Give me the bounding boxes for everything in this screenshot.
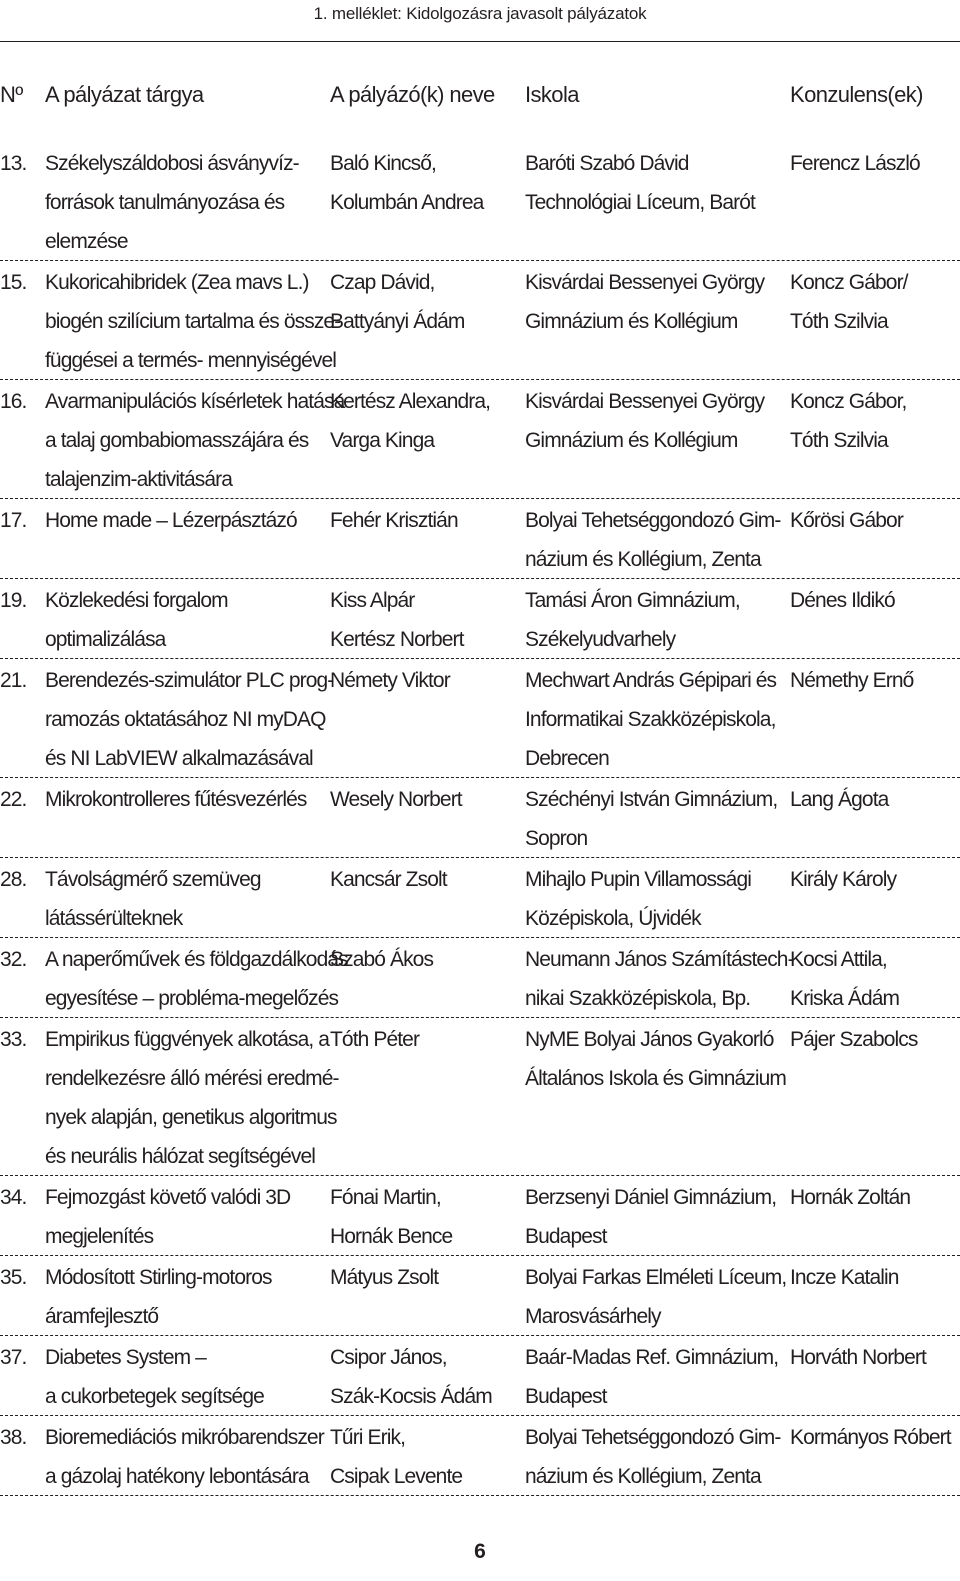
row-applicant: [330, 1258, 438, 1297]
page-number: 6: [474, 1540, 486, 1563]
row-topic-line: rendelkezésre álló mérési eredmé-: [45, 1067, 339, 1090]
row-school: [525, 382, 764, 460]
row-school-line: NyME Bolyai János Gyakorló: [525, 1028, 774, 1051]
row-number: [0, 940, 27, 979]
row-advisor: [790, 382, 906, 460]
row-applicant: [330, 860, 447, 899]
row-applicant-line: Kertész Alexandra,: [330, 390, 491, 413]
column-header-school: Iskola: [525, 82, 579, 107]
row-number: [0, 501, 27, 540]
row-advisor-line: Pájer Szabolcs: [790, 1028, 918, 1051]
row-applicant: [330, 1338, 492, 1416]
row-topic-line: Avarmanipulációs kísérletek hatása: [45, 390, 345, 413]
row-applicant-line: Fónai Martin,: [330, 1186, 441, 1209]
row-topic-line: biogén szilícium tartalma és össze-: [45, 310, 341, 333]
row-advisor-line: Király Károly: [790, 868, 897, 891]
row-advisor-line: Ferencz László: [790, 152, 920, 175]
row-school-line: Széchényi István Gimnázium,: [525, 788, 778, 811]
row-topic-line: Mikrokontrolleres fűtésvezérlés: [45, 788, 307, 811]
row-number-line: 17.: [0, 509, 27, 532]
project-table: [0, 142, 960, 1496]
row-advisor: [790, 780, 888, 819]
table-row: [0, 1018, 960, 1176]
row-topic-line: Empirikus függvények alkotása, a: [45, 1028, 330, 1051]
row-topic-line: áramfejlesztő: [45, 1305, 159, 1328]
row-school: [525, 860, 751, 938]
row-topic: [45, 1020, 339, 1176]
header-rule: [0, 41, 960, 42]
row-advisor-line: Kocsi Attila,: [790, 948, 887, 971]
row-school-line: Általános Iskola és Gimnázium: [525, 1067, 787, 1090]
row-school: [525, 144, 755, 222]
row-number-line: 38.: [0, 1426, 27, 1449]
row-topic: [45, 1418, 324, 1496]
row-applicant-line: Kancsár Zsolt: [330, 868, 447, 891]
row-advisor-line: Némethy Ernő: [790, 669, 914, 692]
row-number-line: 22.: [0, 788, 27, 811]
row-school: [525, 1338, 778, 1416]
row-school-line: Sopron: [525, 827, 588, 850]
row-topic-line: A naperőművek és földgazdálkodás: [45, 948, 348, 971]
row-advisor-line: Hornák Zoltán: [790, 1186, 911, 1209]
row-topic-line: megjelenítés: [45, 1225, 154, 1248]
row-applicant-line: Fehér Krisztián: [330, 509, 458, 532]
row-school-line: Bolyai Farkas Elméleti Líceum,: [525, 1266, 787, 1289]
row-advisor: [790, 144, 920, 183]
row-advisor-line: Koncz Gábor/: [790, 271, 908, 294]
column-header-num: Nº: [0, 82, 23, 107]
row-school: [525, 1020, 786, 1098]
row-school-line: Gimnázium és Kollégium: [525, 310, 738, 333]
row-applicant: [330, 1178, 452, 1256]
row-topic: [45, 1338, 264, 1416]
column-header-applicant: A pályázó(k) neve: [330, 82, 495, 107]
row-topic-line: nyek alapján, genetikus algoritmus: [45, 1106, 337, 1129]
row-advisor: [790, 1020, 917, 1059]
row-topic-line: Diabetes System –: [45, 1346, 206, 1369]
row-school-line: Kisvárdai Bessenyei György: [525, 390, 765, 413]
row-advisor: [790, 860, 896, 899]
row-advisor-line: Kőrösi Gábor: [790, 509, 903, 532]
row-advisor-line: Tóth Szilvia: [790, 310, 888, 333]
row-number: [0, 1338, 27, 1377]
row-topic-line: Távolságmérő szemüveg: [45, 868, 261, 891]
row-topic-line: Közlekedési forgalom: [45, 589, 228, 612]
row-topic-line: Kukoricahibridek (Zea mavs L.): [45, 271, 309, 294]
row-advisor-line: Tóth Szilvia: [790, 429, 888, 452]
row-topic: [45, 501, 297, 540]
row-applicant-line: Kertész Norbert: [330, 628, 464, 651]
row-topic: [45, 1178, 290, 1256]
row-applicant: [330, 661, 450, 700]
row-applicant-line: Wesely Norbert: [330, 788, 462, 811]
row-topic: [45, 661, 333, 778]
table-row: [0, 778, 960, 858]
table-row: [0, 1416, 960, 1496]
row-applicant-line: Kolumbán Andrea: [330, 191, 484, 214]
row-school: [525, 1178, 776, 1256]
row-school-line: Budapest: [525, 1385, 607, 1408]
row-applicant-line: Mátyus Zsolt: [330, 1266, 439, 1289]
row-number-line: 13.: [0, 152, 27, 175]
table-row: [0, 579, 960, 659]
row-number-line: 16.: [0, 390, 27, 413]
table-row: [0, 858, 960, 938]
running-head: 1. melléklet: Kidolgozásra javasolt pályázatok: [313, 4, 647, 23]
row-advisor-line: Lang Ágota: [790, 788, 889, 811]
row-school-line: Technológiai Líceum, Barót: [525, 191, 755, 214]
row-topic: [45, 263, 340, 380]
row-topic-line: függései a termés- mennyiségével: [45, 349, 337, 372]
row-applicant: [330, 780, 462, 819]
row-topic-line: és neurális hálózat segítségével: [45, 1145, 316, 1168]
row-topic-line: Berendezés-szimulátor PLC prog-: [45, 669, 334, 692]
column-header-advisor: Konzulens(ek): [790, 82, 923, 107]
row-topic-line: a cukorbetegek segítsége: [45, 1385, 264, 1408]
row-advisor-line: Kriska Ádám: [790, 987, 900, 1010]
row-topic-line: Home made – Lézerpásztázó: [45, 509, 297, 532]
table-row: [0, 659, 960, 778]
row-number-line: 37.: [0, 1346, 27, 1369]
row-number-line: 19.: [0, 589, 27, 612]
row-school-line: Baár-Madas Ref. Gimnázium,: [525, 1346, 779, 1369]
table-row: [0, 499, 960, 579]
row-topic: [45, 1258, 272, 1336]
row-applicant-line: Baló Kincső,: [330, 152, 436, 175]
table-row: [0, 261, 960, 380]
row-advisor-line: Koncz Gábor,: [790, 390, 907, 413]
row-topic-line: Székelyszáldobosi ásványvíz-: [45, 152, 299, 175]
row-number-line: 28.: [0, 868, 27, 891]
row-number-line: 15.: [0, 271, 27, 294]
row-school: [525, 940, 794, 1018]
row-advisor: [790, 661, 913, 700]
row-applicant-line: Némety Viktor: [330, 669, 450, 692]
row-school: [525, 661, 776, 778]
row-applicant-line: Szabó Ákos: [330, 948, 434, 971]
row-topic: [45, 780, 307, 819]
row-number-line: 21.: [0, 669, 27, 692]
row-school-line: Tamási Áron Gimnázium,: [525, 589, 740, 612]
table-row: [0, 142, 960, 261]
row-school: [525, 581, 740, 659]
row-applicant-line: Csipak Levente: [330, 1465, 463, 1488]
row-advisor-line: Incze Katalin: [790, 1266, 899, 1289]
row-applicant-line: Kiss Alpár: [330, 589, 415, 612]
row-school-line: Gimnázium és Kollégium: [525, 429, 738, 452]
row-school-line: Székelyudvarhely: [525, 628, 676, 651]
table-header: [0, 82, 960, 118]
row-number-line: 33.: [0, 1028, 27, 1051]
row-applicant-line: Varga Kinga: [330, 429, 435, 452]
table-row: [0, 938, 960, 1018]
row-school-line: Bolyai Tehetséggondozó Gim-: [525, 509, 781, 532]
row-number: [0, 263, 27, 302]
row-number: [0, 1258, 27, 1297]
row-applicant-line: Hornák Bence: [330, 1225, 453, 1248]
row-advisor-line: Dénes Ildikó: [790, 589, 895, 612]
row-school-line: Marosvásárhely: [525, 1305, 661, 1328]
row-topic-line: Módosított Stirling-motoros: [45, 1266, 272, 1289]
row-topic: [45, 382, 344, 499]
row-applicant: [330, 940, 433, 979]
row-topic-line: Fejmozgást követő valódi 3D: [45, 1186, 291, 1209]
row-applicant: [330, 1418, 462, 1496]
row-applicant-line: Tűri Erik,: [330, 1426, 406, 1449]
row-school-line: Bolyai Tehetséggondozó Gim-: [525, 1426, 781, 1449]
row-applicant: [330, 263, 464, 341]
table-row: [0, 1336, 960, 1416]
row-school-line: Informatikai Szakközépiskola,: [525, 708, 776, 731]
row-number: [0, 1020, 27, 1059]
row-topic-line: források tanulmányozása és: [45, 191, 285, 214]
row-advisor-line: Horváth Norbert: [790, 1346, 926, 1369]
row-topic-line: és NI LabVIEW alkalmazásával: [45, 747, 313, 770]
row-number: [0, 144, 27, 183]
row-number: [0, 581, 27, 620]
row-number: [0, 661, 27, 700]
row-advisor: [790, 1178, 910, 1217]
row-advisor: [790, 940, 899, 1018]
row-school: [525, 501, 780, 579]
row-applicant-line: Battyányi Ádám: [330, 310, 465, 333]
row-advisor: [790, 581, 895, 620]
row-advisor: [790, 501, 903, 540]
table-row: [0, 1256, 960, 1336]
row-topic-line: optimalizálása: [45, 628, 166, 651]
row-applicant-line: Czap Dávid,: [330, 271, 435, 294]
row-topic-line: talajenzim-aktivitására: [45, 468, 233, 491]
row-topic-line: látássérülteknek: [45, 907, 183, 930]
row-school: [525, 1258, 786, 1336]
row-school-line: názium és Kollégium, Zenta: [525, 548, 761, 571]
row-number-line: 34.: [0, 1186, 27, 1209]
row-topic-line: Bioremediációs mikróbarendszer: [45, 1426, 324, 1449]
row-topic-line: ramozás oktatásához NI myDAQ: [45, 708, 326, 731]
row-applicant-line: Tóth Péter: [330, 1028, 420, 1051]
row-applicant: [330, 144, 483, 222]
row-school-line: Neumann János Számítástech-: [525, 948, 794, 971]
row-school-line: názium és Kollégium, Zenta: [525, 1465, 761, 1488]
row-school: [525, 1418, 780, 1496]
row-topic: [45, 144, 299, 261]
row-applicant: [330, 501, 458, 540]
row-number: [0, 780, 27, 819]
row-school-line: Berzsenyi Dániel Gimnázium,: [525, 1186, 777, 1209]
row-school-line: Debrecen: [525, 747, 609, 770]
row-number: [0, 382, 27, 421]
row-school-line: nikai Szakközépiskola, Bp.: [525, 987, 751, 1010]
row-advisor: [790, 1418, 951, 1457]
row-number: [0, 1178, 27, 1217]
column-header-topic: A pályázat tárgya: [45, 82, 204, 107]
row-school-line: Budapest: [525, 1225, 607, 1248]
row-school-line: Baróti Szabó Dávid: [525, 152, 689, 175]
row-school-line: Mechwart András Gépipari és: [525, 669, 777, 692]
row-advisor: [790, 1338, 926, 1377]
row-applicant-line: Csipor János,: [330, 1346, 447, 1369]
row-school-line: Kisvárdai Bessenyei György: [525, 271, 765, 294]
row-school-line: Mihajlo Pupin Villamossági: [525, 868, 752, 891]
row-number-line: 32.: [0, 948, 27, 971]
row-advisor-line: Kormányos Róbert: [790, 1426, 951, 1449]
row-advisor: [790, 1258, 899, 1297]
table-row: [0, 380, 960, 499]
row-topic-line: a talaj gombabiomasszájára és: [45, 429, 309, 452]
table-row: [0, 1176, 960, 1256]
row-topic-line: elemzése: [45, 230, 128, 253]
row-topic: [45, 940, 348, 1018]
row-applicant: [330, 382, 490, 460]
row-advisor: [790, 263, 908, 341]
row-topic-line: a gázolaj hatékony lebontására: [45, 1465, 309, 1488]
row-topic-line: egyesítése – probléma-megelőzés: [45, 987, 339, 1010]
row-number: [0, 1418, 27, 1457]
row-school: [525, 780, 777, 858]
row-school-line: Középiskola, Újvidék: [525, 907, 701, 930]
row-number-line: 35.: [0, 1266, 27, 1289]
row-applicant-line: Szák-Kocsis Ádám: [330, 1385, 492, 1408]
row-applicant: [330, 1020, 419, 1059]
row-number: [0, 860, 27, 899]
row-school: [525, 263, 764, 341]
row-topic: [45, 581, 228, 659]
row-applicant: [330, 581, 464, 659]
row-topic: [45, 860, 261, 938]
